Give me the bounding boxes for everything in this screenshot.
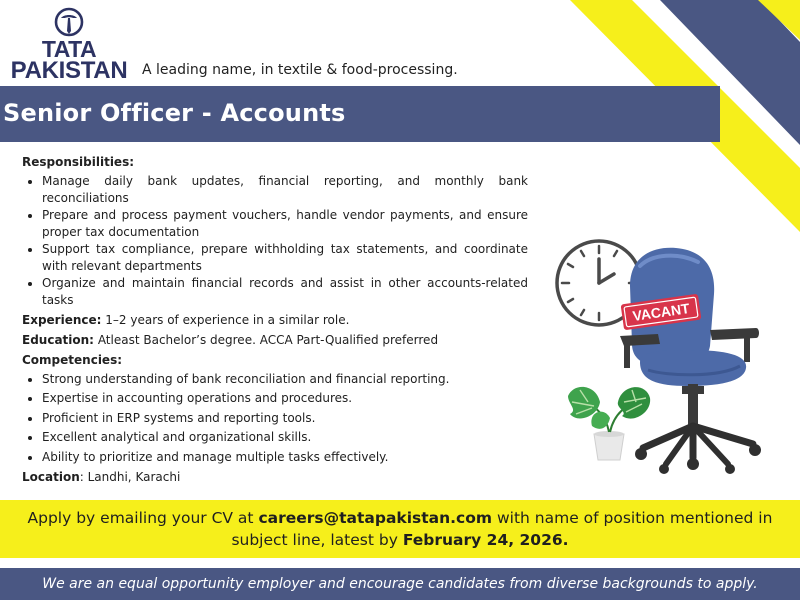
experience-label: Experience: [22,313,102,327]
location-value: : Landhi, Karachi [79,469,181,484]
company-tagline: A leading name, in textile & food-processing. [142,62,458,78]
experience-row [22,312,528,329]
responsibility-item: • Organize and maintain financial records and assist in other accounts-related tasks [42,275,528,309]
tata-logo-icon [54,6,84,38]
apply-instructions-band [0,500,800,558]
job-title-band [0,86,800,142]
apply-email-link[interactable]: careers@tatapakistan.com [258,509,493,527]
education-value: Atleast Bachelor’s degree. ACCA Part-Qualified preferred [97,333,439,347]
logo-wordmark-tata: TATA [41,36,97,62]
education-label: Education: [22,333,94,347]
education-row [22,332,528,349]
apply-middle: with name of position mentioned in subject line, latest by [231,509,773,549]
company-logo [4,6,134,83]
responsibility-item: • Prepare and process payment vouchers, handle vendor payments, and ensure proper tax documentation [42,207,528,241]
apply-deadline: February 24, 2026. [402,531,569,549]
competency-item: • Ability to prioritize and manage multiple tasks effectively. [42,449,528,466]
job-title: Senior Officer - Accounts [3,99,346,127]
competency-item: • Proficient in ERP systems and reporting tools. [42,410,528,427]
responsibilities-label: Responsibilities: [22,155,135,169]
logo-wordmark-pakistan: PAKISTAN [10,57,128,84]
competency-item: • Excellent analytical and organizational skills. [42,429,528,446]
responsibility-item: • Support tax compliance, prepare withholding tax statements, and coordinate with relevant departments [42,241,528,275]
location-row [22,469,528,486]
experience-value: 1–2 years of experience in a similar role. [105,313,350,327]
office-chair-icon [620,248,761,474]
competency-item: • Expertise in accounting operations and procedures. [42,390,528,407]
apply-instructions [0,500,800,551]
apply-prefix: Apply by emailing your CV at [27,509,259,527]
competency-item: • Strong understanding of bank reconciliation and financial reporting. [42,371,528,388]
competencies-label: Competencies: [22,353,123,367]
equal-opportunity-footer: We are an equal opportunity employer and encourage candidates from diverse backgrounds to apply. [0,568,800,600]
location-label: Location [22,469,80,484]
vacant-sign-text: VACANT [631,300,691,324]
job-details [22,154,528,489]
responsibilities-list [22,173,528,309]
vacant-chair-illustration [548,226,773,476]
responsibility-item: • Manage daily bank updates, financial reporting, and monthly bank reconciliations [42,173,528,207]
competencies-list [22,371,528,466]
